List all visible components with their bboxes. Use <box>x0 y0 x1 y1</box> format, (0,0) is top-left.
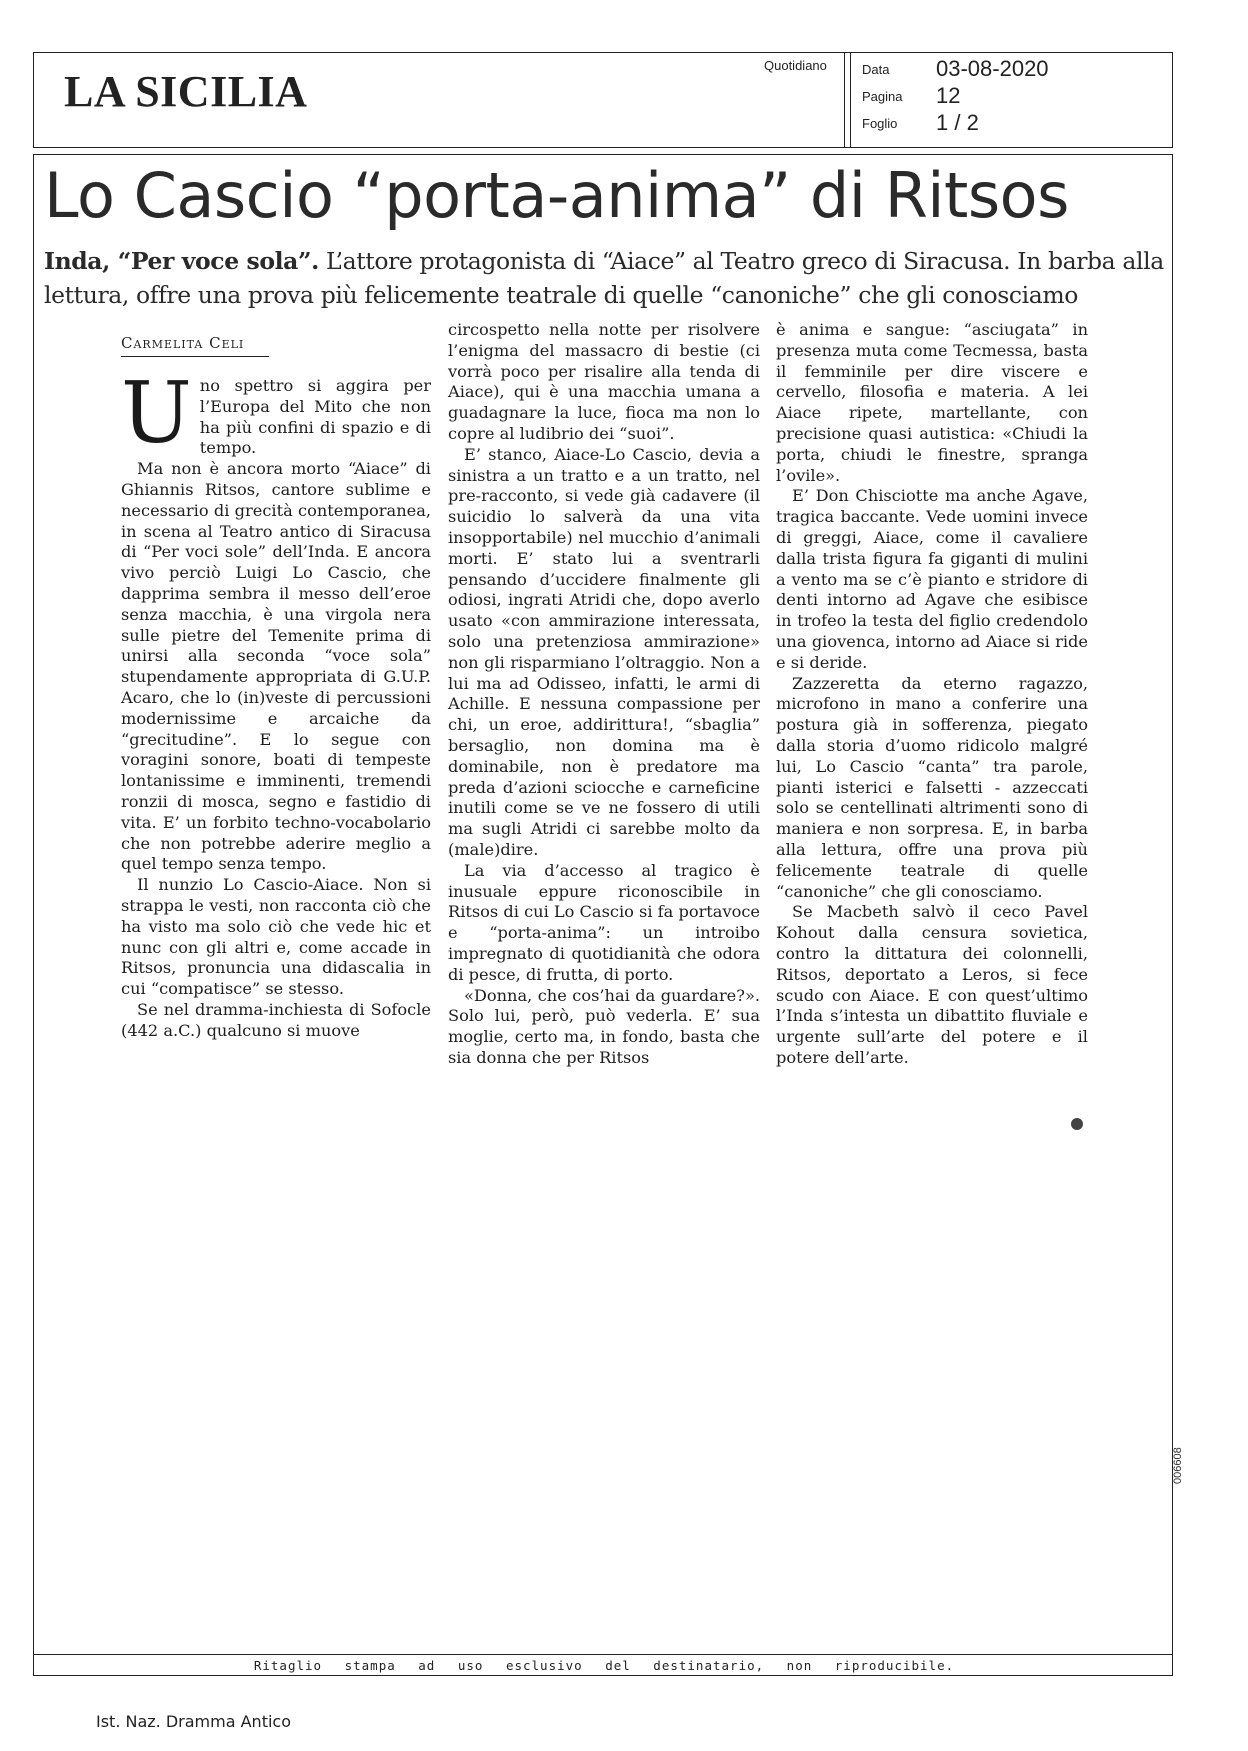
article-headline: Lo Cascio “porta-anima” di Ritsos <box>44 159 1069 232</box>
article-column-3 <box>776 320 1088 1069</box>
paragraph: E’ stanco, Aiace-Lo Cascio, devia a sinistra a un tratto e a un tratto, nel pre-racconto, si vede già cadavere (il suicidio lo salverà da una vita insopportabile) nel mucchio d’animali morti. E’ stato lui a sventrarli pensando d’uccidere finalmente gli odiosi, ingrati Atridi che, dopo averlo usato «con ammirazione interessata, solo una pretenziosa ammirazione» non gli risparmiano l’oltraggio. Non a lui ma ad Odisseo, infatti, le armi di Achille. E nessuna compassione per chi, un eroe, addirittura!, “sbaglia” bersaglio, non domina ma è dominabile, non è predatore ma preda d’azioni sciocche e carneficine inutili come se ve ne fossero di utili ma sugli Atridi ci sarebbe molto da (male)dire. <box>448 444 760 859</box>
side-code: 006608 <box>1172 1447 1184 1484</box>
byline: Carmelita Celi <box>121 334 245 352</box>
meta-page-value: 12 <box>936 83 961 108</box>
paragraph: Se Macbeth salvò il ceco Pavel Kohout dalla censura sovietica, contro la dittatura dei colonnelli, Ritsos, deportato a Leros, si fece scudo con Aiace. E con quest’ultimo l’Inda s’intesta un dibattito fluviale e urgente sull’arte del potere e il potere dell’arte. <box>776 902 1088 1067</box>
meta-sheet-value: 1 / 2 <box>936 110 979 135</box>
paragraph: Uno spettro si aggira per l’Europa del Mito che non ha più confini di spazio e di tempo. <box>121 364 431 462</box>
paragraph: Ma non è ancora morto “Aiace” di Ghiannis Ritsos, cantore sublime e necessario di grecità contemporanea, in scena al Teatro antico di Siracusa di “Per voci sole” dell’Inda. E ancora vivo perciò Luigi Lo Cascio, che dapprima sembra il messo dell’eroe senza macchia, è una virgola nera sulle pietre del Temenite prima di unirsi alla seconda “voce sola” stupendamente appropriata di G.U.P. Acaro, che lo (in)veste di percussioni modernissime e arcaiche da “grecitudine”. E lo segue con voragini sonore, boati di tempeste lontanissime e imminenti, tremendi ronzii di mosca, segno e fastidio di vita. E’ un forbito techno-vocabolario che non potrebbe aderire meglio a quel tempo senza tempo. <box>121 459 431 874</box>
subhead-rest: L’attore protagonista di “Aiace” al Teatro greco di Siracusa. In barba alla lettura, offre una prova più felicemente teatrale di quelle “canoniche” che gli conosciamo <box>44 247 1164 309</box>
paragraph: Se nel dramma-inchiesta di Sofocle (442 a.C.) qualcuno si muove <box>121 999 431 1040</box>
byline-rule <box>121 356 269 357</box>
end-mark-icon <box>1071 1118 1083 1130</box>
footer-note: Ritaglio stampa ad uso esclusivo del destinatario, non riproducibile. <box>253 1658 955 1673</box>
meta-page-label: Pagina <box>862 89 903 104</box>
paragraph: E’ Don Chisciotte ma anche Agave, tragica baccante. Vede uomini invece di greggi, Aiace, come il cavaliere dalla trista figura fa giganti di mulini a vento ma se c’è pianto e stridore di denti intorno ad Agave che esibisce in trofeo la testa del figlio credendolo una giovenca, intorno ad Aiace si ride e si deride. <box>776 486 1088 672</box>
paragraph: La via d’accesso al tragico è inusuale eppure riconoscibile in Ritsos di cui Lo Cascio si fa portavoce e “porta-anima”: un introibo impregnato di quotidianità che odora di pesce, di frutta, di porto. <box>448 860 760 984</box>
paragraph: «Donna, che cos’hai da guardare?». Solo lui, però, può vederla. E’ sua moglie, certo ma, in fondo, basta che sia donna che per Ritsos <box>448 985 760 1067</box>
paragraph: Il nunzio Lo Cascio-Aiace. Non si strappa le vesti, non racconta ciò che ha visto ma solo ciò che vede hic et nunc con gli altri e, come accade in Ritsos, pronuncia una didascalia in cui “compatisce” se stesso. <box>121 875 431 999</box>
article-column-1 <box>121 364 431 1042</box>
subhead-lead: Inda, “Per voce sola”. <box>44 247 319 275</box>
footer-rule <box>33 1654 1173 1655</box>
header-divider <box>850 52 851 148</box>
publication-type: Quotidiano <box>764 58 827 73</box>
masthead-logo: LA SICILIA <box>64 67 308 116</box>
meta-date-label: Data <box>862 62 890 77</box>
paragraph: circospetto nella notte per risolvere l’enigma del massacro di bestie (ci vorrà poco per risalire alla tenda di Aiace), qui è una macchia umana a guadagnare la luce, fioca ma non lo copre al ludibrio dei “suoi”. <box>448 320 760 443</box>
meta-date-value: 03-08-2020 <box>936 56 1049 81</box>
header-divider <box>844 52 845 148</box>
paragraph: è anima e sangue: “asciugata” in presenza muta come Tecmessa, basta il femminile per dire viscere e cervello, filosofia e materia. A lei Aiace ripete, martellante, con precisione quasi autistica: «Chiudi la porta, chiudi le finestre, spranga l’ovile». <box>776 320 1088 485</box>
meta-sheet-label: Foglio <box>862 116 898 131</box>
drop-cap: U <box>121 364 192 462</box>
article-column-2 <box>448 320 760 1069</box>
article-subhead <box>44 244 1168 312</box>
paragraph: Zazzeretta da eterno ragazzo, microfono in mano a conferire una postura già in sofferenza, piegato dalla storia d’uomo ridicolo malgré lui, Lo Cascio “canta” tra parole, pianti isterici e falsetti - azzeccati solo se centellinati altrimenti sono di maniera e non sorpresa. E, in barba alla lettura, offre una prova più felicemente teatrale di quelle “canoniche” che gli conosciamo. <box>776 673 1088 901</box>
source-label: Ist. Naz. Dramma Antico <box>96 1712 291 1731</box>
